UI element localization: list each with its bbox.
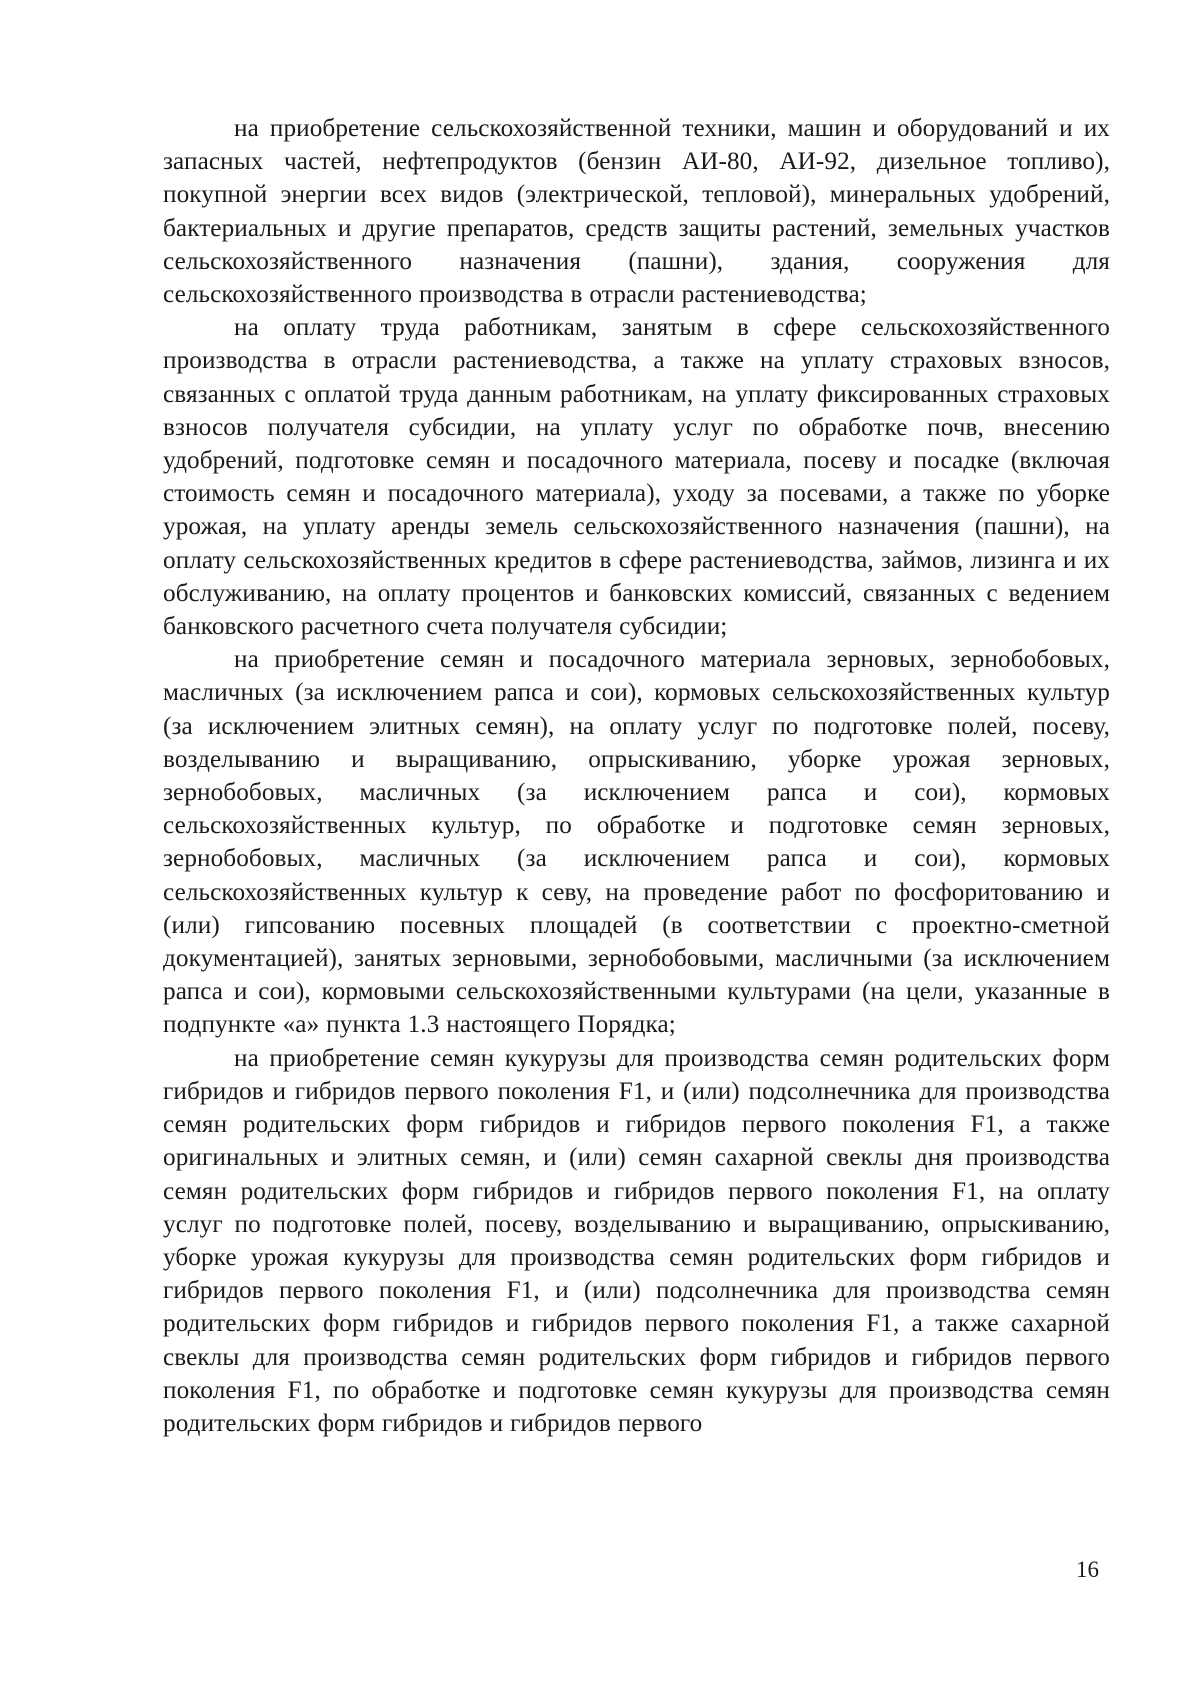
document-body (163, 112, 1110, 1440)
paragraph-equipment-purchase: на приобретение сельскохозяйственной техники, машин и оборудований и их запасных частей, нефтепродуктов (бензин АИ-80, АИ-92, дизельное топливо), покупной энергии всех видов (электрической, тепловой), минеральных удобрений, бактериальных и другие препаратов, средств защиты растений, земельных участков сельскохозяйственного назначения (пашни), здания, сооружения для сельскохозяйственного производства в отрасли растениеводства; (163, 115, 1110, 309)
paragraph-seed-purchase: на приобретение семян и посадочного материала зерновых, зернобобовых, масличных (за исключением рапса и сои), кормовых сельскохозяйственных культур (за исключением элитных семян), на оплату услуг по подготовке полей, посеву, возделыванию и выращиванию, опрыскиванию, уборке урожая зерновых, зернобобовых, масличных (за исключением рапса и сои), кормовых сельскохозяйственных культур, по обработке и подготовке семян зерновых, зернобобовых, масличных (за исключением рапса и сои), кормовых сельскохозяйственных культур к севу, на проведение работ по фосфоритованию и (или) гипсованию посевных площадей (в соответствии с проектно-сметной документацией), занятых зерновыми, зернобобовыми, масличными (за исключением рапса и сои), кормовыми сельскохозяйственными культурами (на цели, указанные в подпункте «а» пункта 1.3 настоящего Порядка; (163, 646, 1110, 1039)
paragraph-labor-payment: на оплату труда работникам, занятым в сфере сельскохозяйственного производства в отрасли растениеводства, а также на уплату страховых взносов, связанных с оплатой труда данным работникам, на уплату фиксированных страховых взносов получателя субсидии, на уплату услуг по обработке почв, внесению удобрений, подготовке семян и посадочного материала, посеву и посадке (включая стоимость семян и посадочного материала), уходу за посевами, а также по уборке урожая, на уплату аренды земель сельскохозяйственного назначения (пашни), на оплату сельскохозяйственных кредитов в сфере растениеводства, займов, лизинга и их обслуживанию, на оплату процентов и банковских комиссий, связанных с ведением банковского расчетного счета получателя субсидии; (163, 314, 1110, 641)
page-number: 16 (1076, 1557, 1099, 1582)
paragraph-hybrid-seed-purchase: на приобретение семян кукурузы для производства семян родительских форм гибридов и гибридов первого поколения F1, и (или) подсолнечника для производства семян родительских форм гибридов и гибридов первого поколения F1, а также оригинальных и элитных семян, и (или) семян сахарной свеклы дня производства семян родительских форм гибридов и гибридов первого поколения F1, на оплату услуг по подготовке полей, посеву, возделыванию и выращиванию, опрыскиванию, уборке урожая кукурузы для производства семян родительских форм гибридов и гибридов первого поколения F1, и (или) подсолнечника для производства семян родительских форм гибридов и гибридов первого поколения F1, а также сахарной свеклы для производства семян родительских форм гибридов и гибридов первого поколения F1, по обработке и подготовке семян кукурузы для производства семян родительских форм гибридов и гибридов первого (163, 1044, 1110, 1437)
